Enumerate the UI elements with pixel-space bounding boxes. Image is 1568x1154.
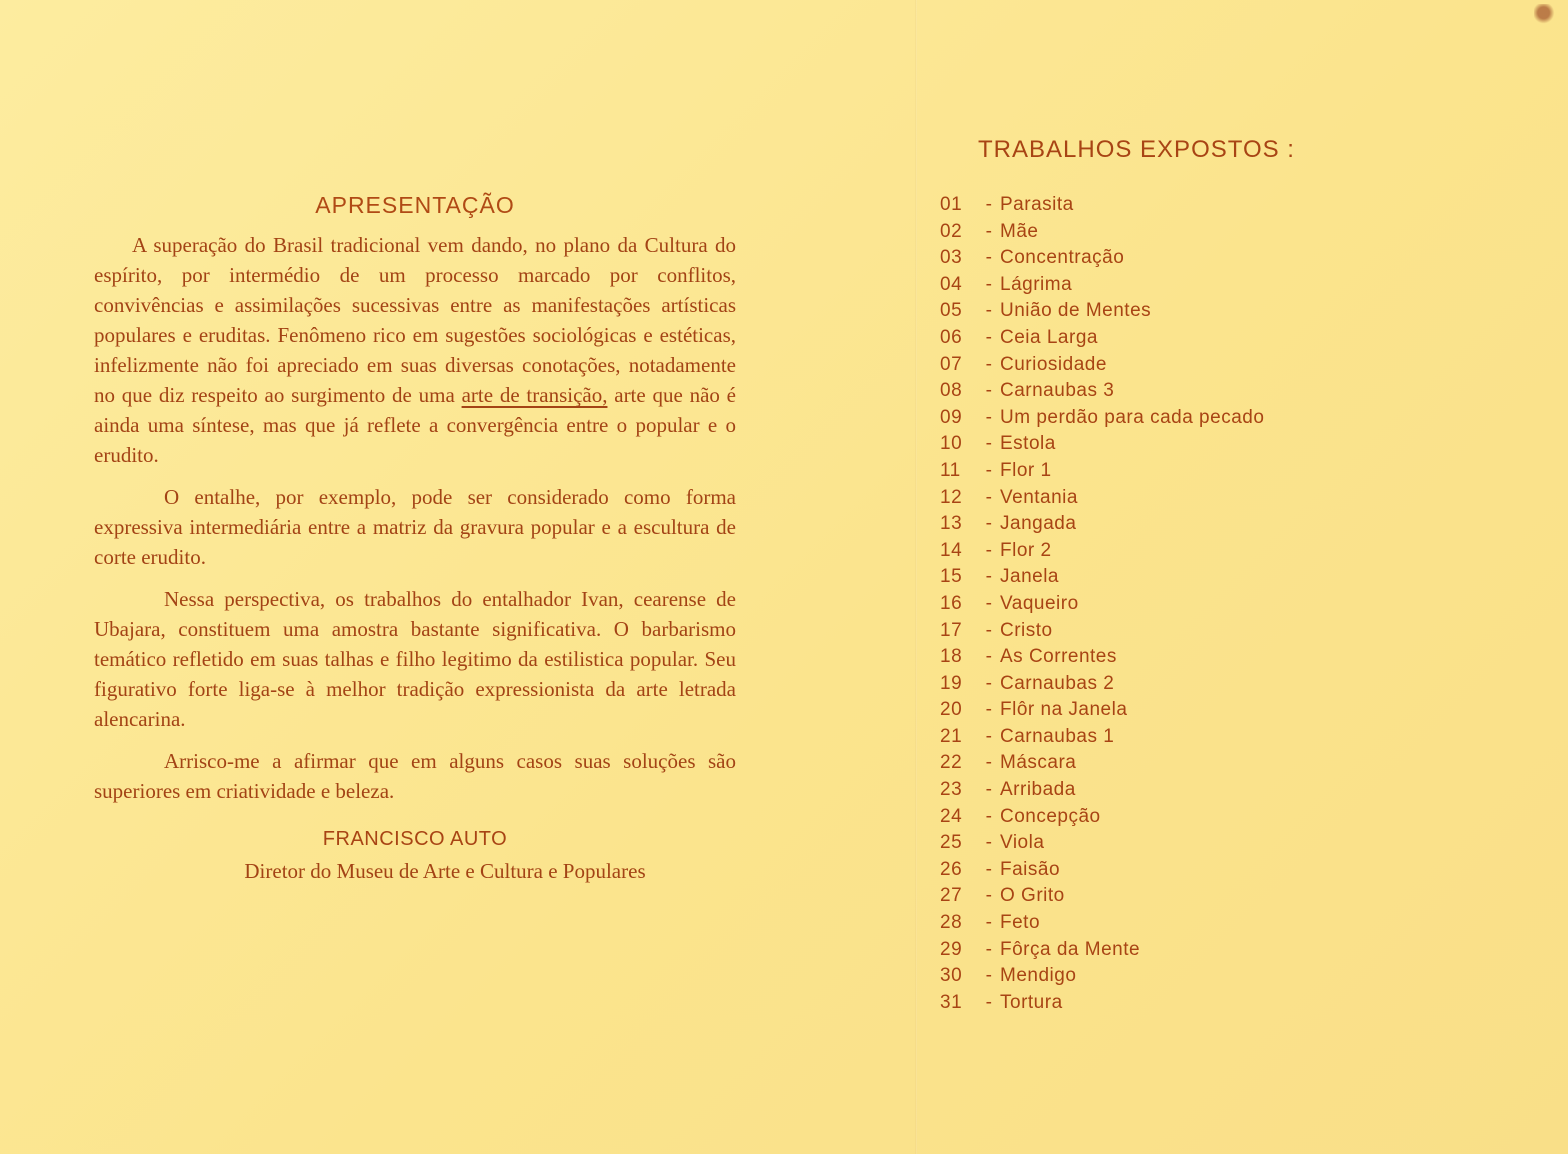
work-item (940, 219, 1380, 246)
work-number: 20 (940, 699, 963, 721)
work-item (940, 538, 1380, 565)
work-item (940, 883, 1380, 910)
work-number: 05 (940, 300, 963, 322)
work-item (940, 830, 1380, 857)
presentation-heading: APRESENTAÇÃO (315, 192, 515, 218)
work-title: Concepção (1000, 805, 1101, 827)
work-number: 06 (940, 326, 963, 348)
work-item (940, 910, 1380, 937)
work-separator: - (985, 832, 993, 854)
work-separator: - (985, 459, 993, 481)
presentation-paragraph-4: Arrisco-me a afirmar que em alguns casos suas soluções são superiores em criatividade e beleza. (94, 749, 736, 803)
work-title: Concentração (1000, 247, 1125, 269)
work-separator: - (985, 592, 993, 614)
work-item (940, 724, 1380, 751)
work-item (940, 591, 1380, 618)
works-heading: TRABALHOS EXPOSTOS : (978, 136, 1295, 163)
presentation-paragraph-1 (94, 230, 736, 470)
work-separator: - (985, 752, 993, 774)
work-item (940, 697, 1380, 724)
work-item (940, 618, 1380, 645)
work-title: Carnaubas 3 (1000, 380, 1115, 402)
work-item (940, 511, 1380, 538)
work-title: Flor 2 (1000, 539, 1052, 561)
work-item (940, 458, 1380, 485)
work-number: 08 (940, 380, 963, 402)
work-number: 13 (940, 513, 963, 535)
work-item (940, 272, 1380, 299)
work-number: 09 (940, 406, 963, 428)
work-item (940, 750, 1380, 777)
work-item (940, 990, 1380, 1017)
work-separator: - (985, 938, 993, 960)
work-number: 23 (940, 779, 963, 801)
work-separator: - (985, 779, 993, 801)
work-separator: - (985, 220, 993, 242)
work-number: 21 (940, 725, 963, 747)
signature-name: FRANCISCO AUTO (322, 828, 508, 850)
work-separator: - (985, 380, 993, 402)
work-title: União de Mentes (1000, 300, 1152, 322)
work-title: Faisão (1000, 858, 1061, 880)
work-separator: - (985, 326, 993, 348)
work-number: 01 (940, 194, 963, 215)
work-separator: - (985, 646, 993, 668)
work-item (940, 325, 1380, 352)
work-separator: - (985, 699, 993, 721)
work-separator: - (985, 406, 993, 428)
work-title: Cristo (1000, 619, 1053, 641)
work-item (940, 245, 1380, 272)
work-title: Carnaubas 1 (1000, 725, 1115, 747)
work-item (940, 777, 1380, 804)
work-separator: - (985, 619, 993, 641)
work-title: Arribada (1000, 779, 1076, 801)
p1-text-b: arte que não é ainda uma síntese, mas que já reflete a convergência entre o popular e o erudito. (94, 383, 737, 467)
work-number: 07 (940, 353, 963, 375)
work-item (940, 857, 1380, 884)
work-title: O Grito (1000, 885, 1065, 907)
p1-underlined-phrase: arte de transição, (461, 383, 608, 407)
work-title: Jangada (1000, 513, 1077, 535)
work-item (940, 671, 1380, 698)
work-number: 26 (940, 858, 963, 880)
work-separator: - (985, 353, 993, 375)
work-separator: - (985, 725, 993, 747)
fold-line (915, 0, 917, 1154)
work-item (940, 192, 1380, 219)
work-number: 15 (940, 566, 963, 588)
work-number: 31 (940, 991, 963, 1013)
work-number: 02 (940, 220, 963, 242)
work-title: Curiosidade (1000, 353, 1107, 375)
work-number: 22 (940, 752, 963, 774)
p1-text-a: A superação do Brasil tradicional vem dando, no plano da Cultura do espírito, por intermédio de um processo marcado por conflitos, convivências e assimilações sucessivas entre as manifestações artísticas populares e eruditas. Fenômeno rico em sugestões sociológicas e estéticas, infelizmente não foi apreciado em suas diversas conotações, notadamente no que diz respeito ao surgimento de uma (94, 233, 736, 407)
work-separator: - (985, 885, 993, 907)
work-separator: - (985, 513, 993, 535)
work-number: 14 (940, 539, 963, 561)
work-item (940, 378, 1380, 405)
work-title: Parasita (1000, 194, 1074, 215)
work-separator: - (985, 912, 993, 934)
work-separator: - (985, 433, 993, 455)
work-number: 16 (940, 592, 963, 614)
work-title: Carnaubas 2 (1000, 672, 1115, 694)
work-title: Estola (1000, 433, 1056, 455)
work-title: Lágrima (1000, 273, 1073, 295)
work-item (940, 431, 1380, 458)
work-title: Ceia Larga (1000, 326, 1098, 348)
work-number: 30 (940, 965, 963, 987)
work-separator: - (985, 965, 993, 987)
work-number: 25 (940, 832, 963, 854)
work-title: Feto (1000, 912, 1041, 934)
work-separator: - (985, 539, 993, 561)
work-number: 29 (940, 938, 963, 960)
presentation-panel (94, 190, 736, 886)
work-title: Vaqueiro (1000, 592, 1079, 614)
work-separator: - (985, 566, 993, 588)
work-number: 10 (940, 433, 963, 455)
work-separator: - (985, 273, 993, 295)
presentation-paragraph-2: O entalhe, por exemplo, pode ser considerado como forma expressiva intermediária entre a matriz da gravura popular e a escultura de corte erudito. (94, 485, 736, 569)
work-separator: - (985, 805, 993, 827)
work-title: Tortura (1000, 991, 1063, 1013)
work-item (940, 963, 1380, 990)
corner-stain (1534, 4, 1558, 26)
work-number: 17 (940, 619, 963, 641)
work-number: 19 (940, 672, 963, 694)
work-number: 12 (940, 486, 963, 508)
work-separator: - (985, 991, 993, 1013)
work-item (940, 352, 1380, 379)
work-number: 04 (940, 273, 963, 295)
work-separator: - (985, 194, 993, 215)
work-number: 18 (940, 646, 963, 668)
work-title: Viola (1000, 832, 1045, 854)
work-title: Máscara (1000, 752, 1077, 774)
work-item (940, 804, 1380, 831)
works-list (940, 192, 1380, 1016)
work-title: Flôr na Janela (1000, 699, 1128, 721)
work-title: As Correntes (1000, 646, 1117, 668)
work-separator: - (985, 247, 993, 269)
work-title: Um perdão para cada pecado (1000, 406, 1265, 428)
work-number: 11 (940, 459, 961, 481)
work-title: Ventania (1000, 486, 1078, 508)
work-item (940, 298, 1380, 325)
presentation-paragraph-3: Nessa perspectiva, os trabalhos do entalhador Ivan, cearense de Ubajara, constituem uma amostra bastante significativa. O barbarismo temático refletido em suas talhas e filho legitimo da estilistica popular. Seu figurativo forte liga-se à melhor tradição expressionista da arte letrada alencarina. (94, 587, 736, 731)
work-separator: - (985, 672, 993, 694)
work-separator: - (985, 300, 993, 322)
work-number: 24 (940, 805, 963, 827)
work-separator: - (985, 858, 993, 880)
work-separator: - (985, 486, 993, 508)
work-title: Mãe (1000, 220, 1039, 242)
work-item (940, 485, 1380, 512)
work-title: Mendigo (1000, 965, 1077, 987)
work-title: Fôrça da Mente (1000, 938, 1141, 960)
work-item (940, 937, 1380, 964)
work-item (940, 405, 1380, 432)
work-item (940, 644, 1380, 671)
works-panel (940, 136, 1380, 1016)
signature-role: Diretor do Museu de Arte e Cultura e Populares (244, 859, 646, 883)
work-number: 27 (940, 885, 963, 907)
work-number: 03 (940, 247, 963, 269)
work-title: Flor 1 (1000, 459, 1052, 481)
work-item (940, 564, 1380, 591)
work-number: 28 (940, 912, 963, 934)
work-title: Janela (1000, 566, 1059, 588)
